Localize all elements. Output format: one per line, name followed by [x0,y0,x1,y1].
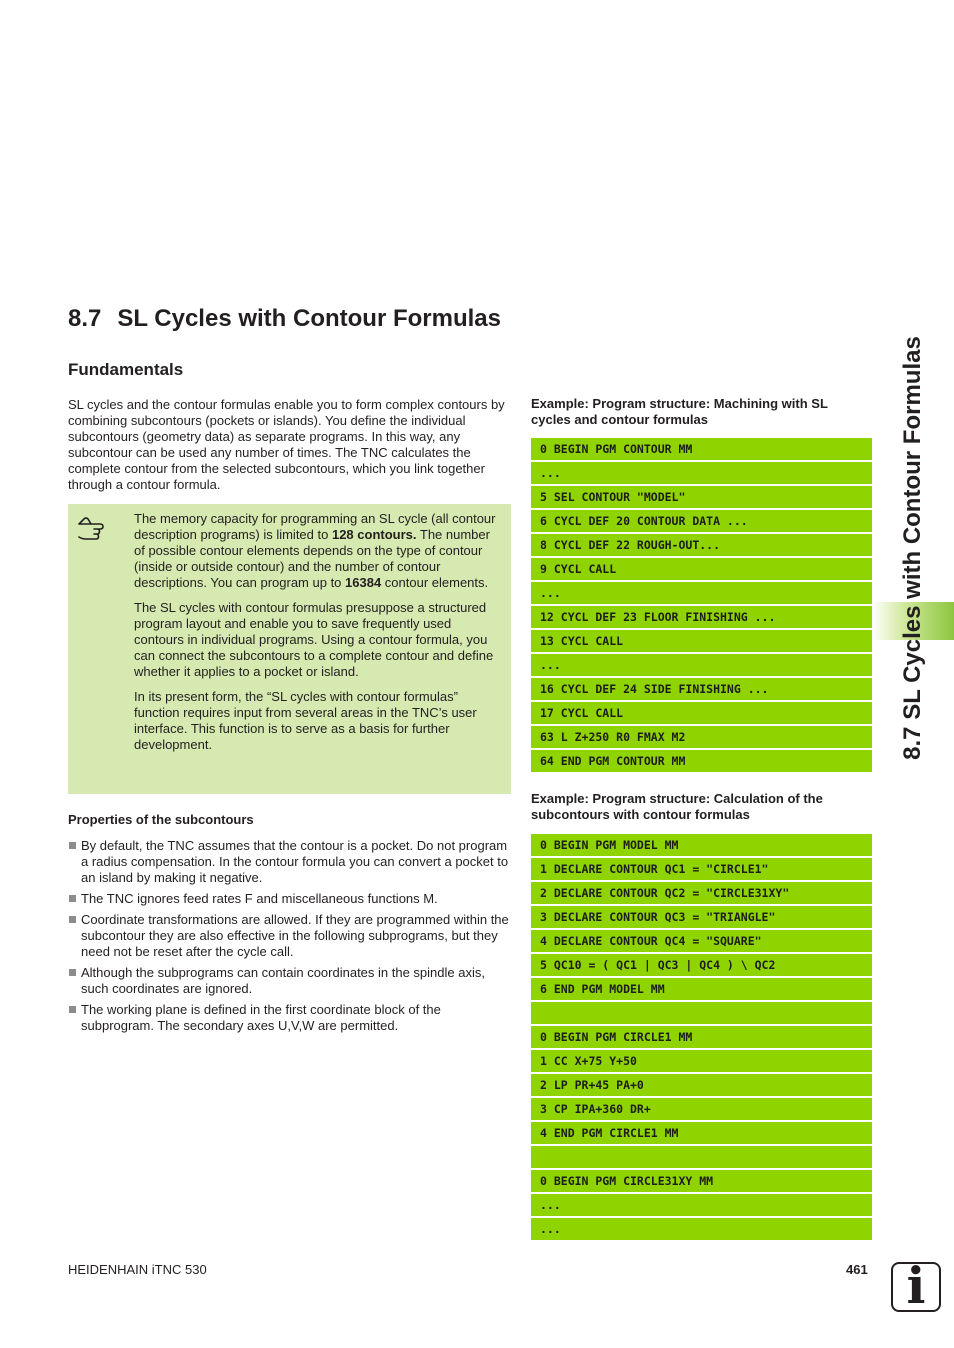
code-line: 2 DECLARE CONTOUR QC2 = "CIRCLE31XY" [531,882,872,904]
bullet-item [68,965,512,997]
section-title-text: SL Cycles with Contour Formulas [117,305,501,332]
code-line: 4 DECLARE CONTOUR QC4 = "SQUARE" [531,930,872,952]
bullet-item [68,912,512,960]
bullet-square-icon [69,895,76,902]
bullet-item [68,838,512,886]
bullet-item [68,1002,512,1034]
bullet-square-icon [69,1006,76,1013]
bullet-text: Although the subprograms can contain coordinates in the spindle axis, such coordinates are ignored. [81,965,485,996]
code-line: 3 CP IPA+360 DR+ [531,1098,872,1120]
bullet-text: Coordinate transformations are allowed. If they are programmed within the subcontour they are also effective in the following subprograms, but they need not be reset after the cycle call. [81,912,509,959]
note-paragraph-1: The memory capacity for programming an SL cycle (all contour description programs) is limited to 128 contours. The number of possible contour elements depends on the type of contour (inside or outside contour) and the number of contour descriptions. You can program up to 16384 contour elements. [134,511,496,590]
code-line: 64 END PGM CONTOUR MM [531,750,872,772]
intro-paragraph: SL cycles and the contour formulas enable you to form complex contours by combining subcontours (pockets or islands). You define the individual subcontours (geometry data) as separate programs. In this way, any subcontour can be used any number of times. The TNC calculates the complete contour from the selected subcontours, which you link together through a contour formula. [68,397,505,492]
code-line: 6 END PGM MODEL MM [531,978,872,1000]
page-number: 461 [846,1262,868,1277]
code-line [531,1002,872,1024]
code-line: 3 DECLARE CONTOUR QC3 = "TRIANGLE" [531,906,872,928]
code-line: 0 BEGIN PGM MODEL MM [531,834,872,856]
code-line: 4 END PGM CIRCLE1 MM [531,1122,872,1144]
code-line: ... [531,582,872,604]
code-line: ... [531,462,872,484]
properties-heading: Properties of the subcontours [68,812,254,827]
footer-product: HEIDENHAIN iTNC 530 [68,1262,207,1277]
code-line: 63 L Z+250 R0 FMAX M2 [531,726,872,748]
code-line [531,1146,872,1168]
bullet-text: By default, the TNC assumes that the contour is a pocket. Do not program a radius compensation. In the contour formula you can convert a pocket to an island by making it negative. [81,838,509,885]
code-line: 9 CYCL CALL [531,558,872,580]
bullet-item [68,891,512,907]
section-title [68,305,501,333]
code-line: 8 CYCL DEF 22 ROUGH-OUT... [531,534,872,556]
code-line: ... [531,654,872,676]
note-text [134,511,502,762]
code-line: 5 SEL CONTOUR "MODEL" [531,486,872,508]
example1-heading: Example: Program structure: Machining with SL cycles and contour formulas [531,396,828,427]
bullet-text: The working plane is defined in the first coordinate block of the subprogram. The secondary axes U,V,W are permitted. [81,1002,441,1033]
side-tab-label: 8.7 SL Cycles with Contour Formulas [899,336,926,760]
code-line: 2 LP PR+45 PA+0 [531,1074,872,1096]
info-icon [891,1256,941,1315]
code-line: 0 BEGIN PGM CONTOUR MM [531,438,872,460]
code-line: 0 BEGIN PGM CIRCLE31XY MM [531,1170,872,1192]
code-line: 13 CYCL CALL [531,630,872,652]
bullet-square-icon [69,969,76,976]
code-line: 17 CYCL CALL [531,702,872,724]
code-line: 16 CYCL DEF 24 SIDE FINISHING ... [531,678,872,700]
note-paragraph-2: The SL cycles with contour formulas presuppose a structured program layout and enable you to save frequently used contours in individual programs. Using a contour formula, you can connect the subcontours to a complete contour and define whether it applies to a pocket or island. [134,600,494,679]
section-number: 8.7 [68,305,102,332]
code-line: ... [531,1218,872,1240]
info-icon-glyph: i [906,1256,926,1315]
bullet-square-icon [69,842,76,849]
note-box [68,504,511,794]
bullet-text: The TNC ignores feed rates F and miscellaneous functions M. [81,891,438,906]
example2-heading: Example: Program structure: Calculation of the subcontours with contour formulas [531,791,823,822]
code-line: ... [531,1194,872,1216]
bullet-square-icon [69,916,76,923]
code-line: 12 CYCL DEF 23 FLOOR FINISHING ... [531,606,872,628]
example1-code [531,438,872,774]
code-line: 0 BEGIN PGM CIRCLE1 MM [531,1026,872,1048]
code-line: 6 CYCL DEF 20 CONTOUR DATA ... [531,510,872,532]
code-line: 1 CC X+75 Y+50 [531,1050,872,1072]
example2-code [531,834,872,1242]
pointing-hand-icon [78,516,112,542]
code-line: 1 DECLARE CONTOUR QC1 = "CIRCLE1" [531,858,872,880]
note-paragraph-3: In its present form, the “SL cycles with contour formulas” function requires input from several areas in the TNC’s user interface. This function is to serve as a basis for further development. [134,689,477,752]
code-line: 5 QC10 = ( QC1 | QC3 | QC4 ) \ QC2 [531,954,872,976]
properties-list [68,838,512,1039]
subsection-title: Fundamentals [68,360,184,379]
